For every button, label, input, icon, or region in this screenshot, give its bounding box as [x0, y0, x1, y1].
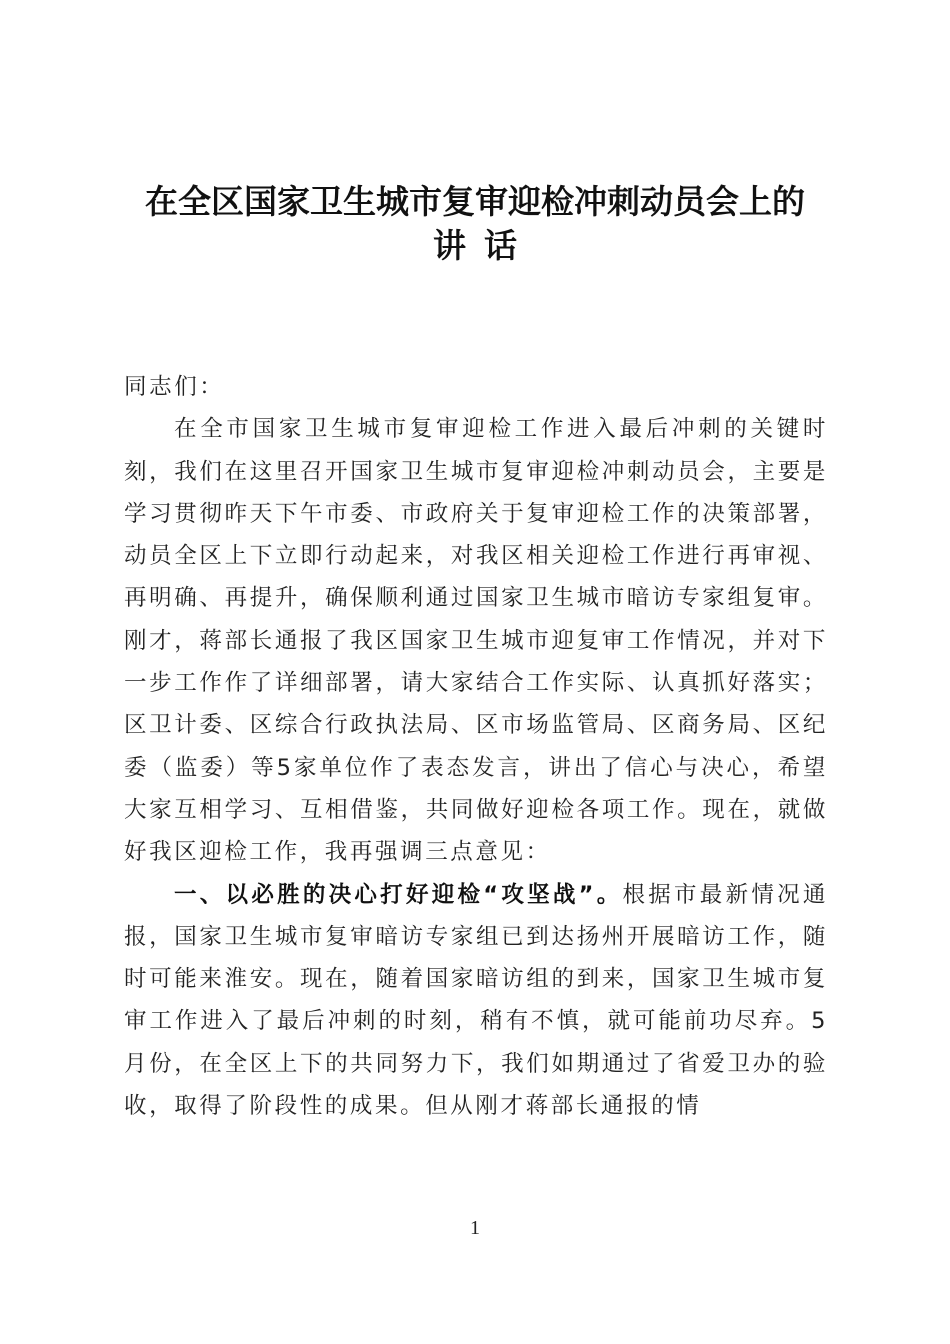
section-1-heading: 一、以必胜的决心打好迎检“攻坚战”。: [174, 881, 623, 908]
paragraph-intro: 在全市国家卫生城市复审迎检工作进入最后冲刺的关键时刻，我们在这里召开国家卫生城市复审迎检冲刺动员会，主要是学习贯彻昨天下午市委、市政府关于复审迎检工作的决策部署，动员全区上下立即行动起来，对我区相关迎检工作进行再审视、再明确、再提升，确保顺利通过国家卫生城市暗访专家组复审。刚才，蒋部长通报了我区国家卫生城市迎复审工作情况，并对下一步工作作了详细部署，请大家结合工作实际、认真抓好落实；区卫计委、区综合行政执法局、区市场监管局、区商务局、区纪委（监委）等5家单位作了表态发言，讲出了信心与决心，希望大家互相学习、互相借鉴，共同做好迎检各项工作。现在，就做好我区迎检工作，我再强调三点意见：: [124, 416, 828, 866]
page-number: 1: [470, 1217, 480, 1239]
paragraph-section-1: [124, 874, 828, 1128]
document-title-line-1: 在全区国家卫生城市复审迎检冲刺动员会上的: [145, 182, 805, 221]
document-body: [124, 366, 828, 1127]
document-title-line-2: 讲话: [433, 226, 535, 265]
section-1-text: 根据市最新情况通报，国家卫生城市复审暗访专家组已到达扬州开展暗访工作，随时可能来淮安。现在，随着国家暗访组的到来，国家卫生城市复审工作进入了最后冲刺的时刻，稍有不慎，就可能前功尽弃。5月份，在全区上下的共同努力下，我们如期通过了省爱卫办的验收，取得了阶段性的成果。但从刚才蒋部长通报的情: [124, 881, 828, 1120]
salutation: 同志们：: [124, 374, 225, 400]
